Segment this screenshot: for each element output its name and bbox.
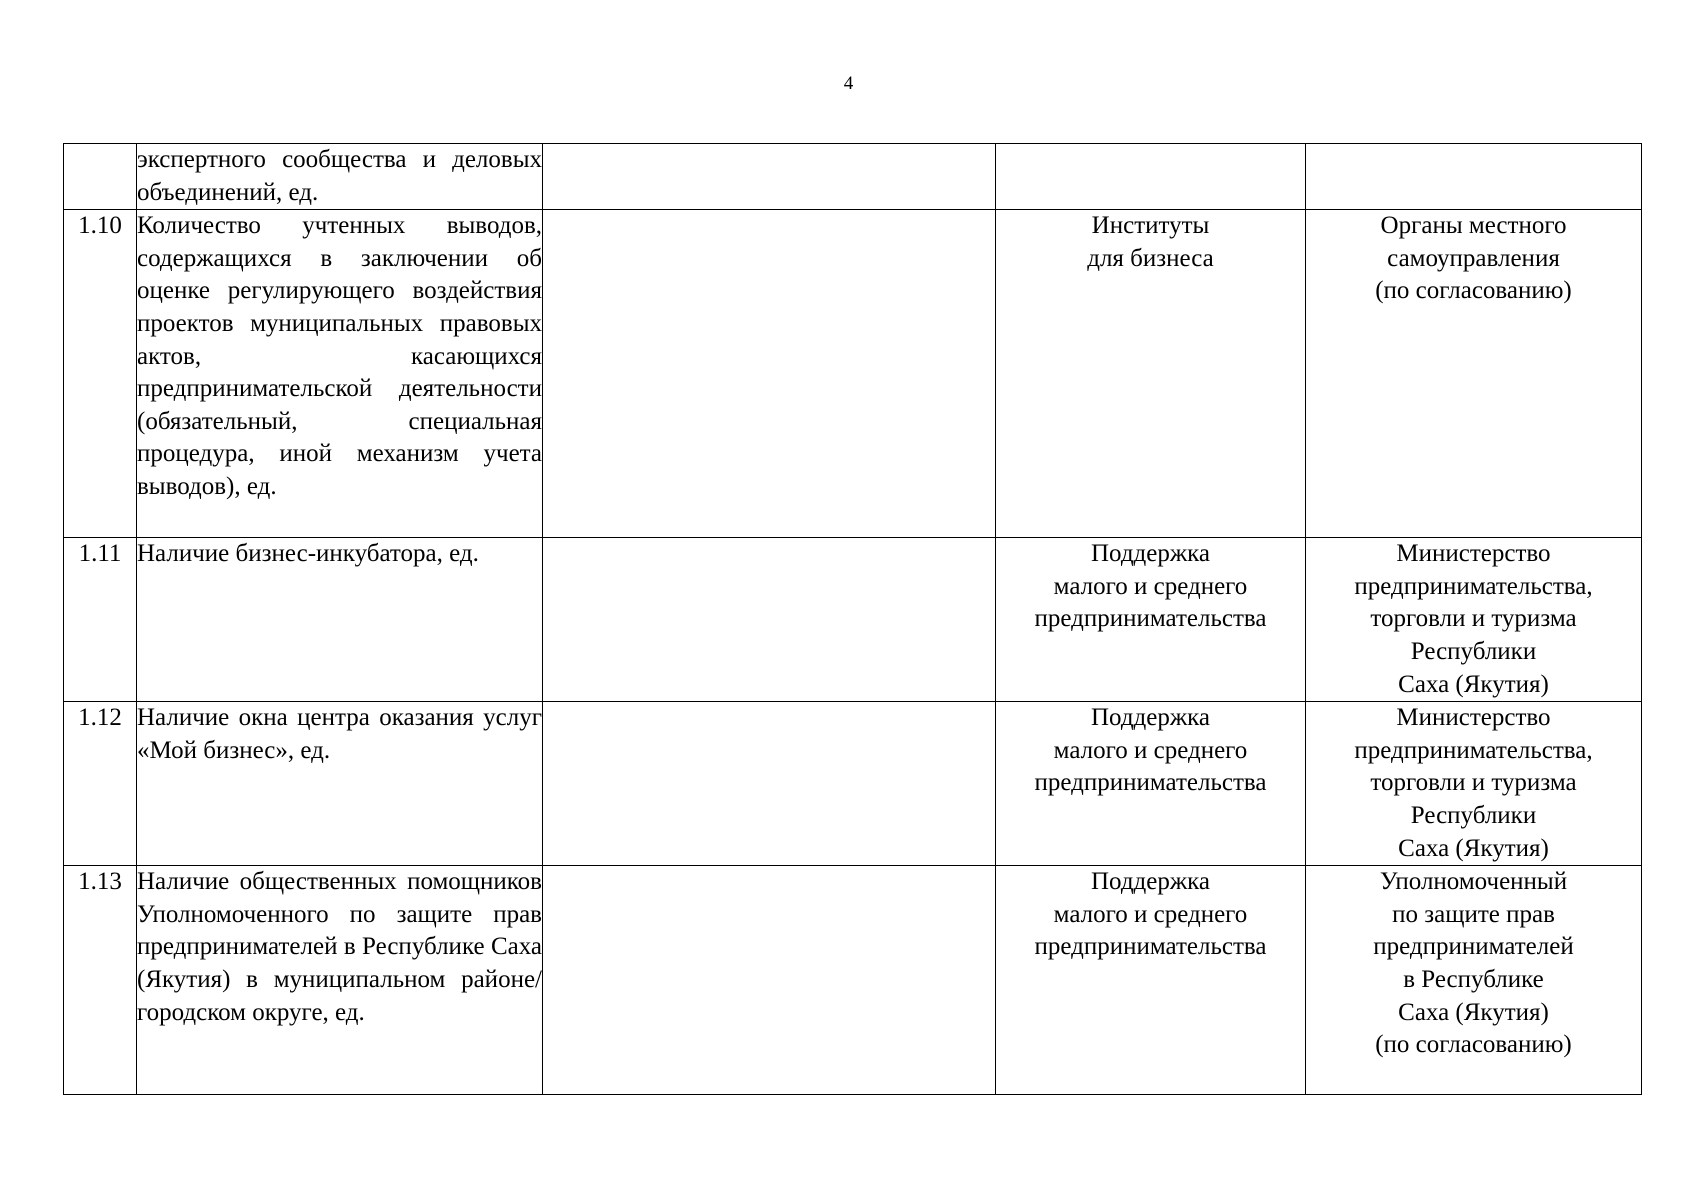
indicator-name-cell: Наличие окна центра оказания услуг «Мой бизнес», ед. [137,702,543,866]
row-number-cell: 1.12 [64,702,137,866]
responsible-line: предпринимательства, [1354,736,1593,764]
project-line: предпринимательства [1034,933,1267,961]
responsible-line: Уполномоченный [1379,868,1568,896]
project-cell [996,144,1306,210]
responsible-line: Саха (Якутия) [1398,834,1549,862]
project-line: Поддержка [1090,704,1210,732]
responsible-line: (по согласованию) [1375,1031,1572,1059]
responsible-cell [1306,144,1642,210]
project-line: предпринимательства [1034,769,1267,797]
project-cell [996,702,1306,866]
indicator-name-cell: экспертного сообщества и деловых объединений, ед. [137,144,543,210]
indicator-name-cell: Наличие общественных помощников Уполномоченного по защите прав предпринимателей в Республике Саха (Якутия) в муниципальном районе/ городском округе, ед. [137,866,543,1095]
responsible-line: Республики [1410,801,1537,829]
row-number-cell: 1.13 [64,866,137,1095]
project-cell [996,866,1306,1095]
indicator-name-cell: Количество учтенных выводов, содержащихся в заключении об оценке регулирующего воздействия проектов муниципальных правовых актов, касающихся предпринимательской деятельности (обязательный, специальная процедура, иной механизм учета выводов), ед. [137,210,543,538]
empty-cell [543,144,996,210]
project-line: Институты [1091,212,1210,240]
responsible-line: торговли и туризма [1370,605,1577,633]
table-row [64,144,1642,210]
responsible-cell [1306,538,1642,702]
empty-cell [543,866,996,1095]
empty-cell [543,538,996,702]
responsible-line: торговли и туризма [1370,769,1577,797]
project-line: малого и среднего [1053,900,1248,928]
project-line: Поддержка [1090,868,1210,896]
project-cell [996,210,1306,538]
row-number-cell [64,144,137,210]
responsible-cell [1306,210,1642,538]
table-row [64,866,1642,1095]
responsible-line: Республики [1410,637,1537,665]
indicator-name-cell: Наличие бизнес-инкубатора, ед. [137,538,543,702]
responsible-line: предпринимательства, [1354,572,1593,600]
project-line: предпринимательства [1034,605,1267,633]
table-row [64,538,1642,702]
empty-cell [543,210,996,538]
responsible-line: Министерство [1396,540,1551,568]
page-number: 4 [843,73,854,94]
project-cell [996,538,1306,702]
project-line: малого и среднего [1053,736,1248,764]
responsible-cell [1306,866,1642,1095]
responsible-line: Саха (Якутия) [1398,998,1549,1026]
table-body [64,144,1642,1095]
empty-cell [543,702,996,866]
indicators-table [63,143,1642,1095]
responsible-line: Органы местного [1380,212,1567,240]
project-line: для бизнеса [1087,244,1214,272]
responsible-line: в Республике [1403,965,1544,993]
table-row [64,210,1642,538]
responsible-line: (по согласованию) [1375,277,1572,305]
table-row [64,702,1642,866]
row-number-cell: 1.11 [64,538,137,702]
responsible-line: Саха (Якутия) [1398,670,1549,698]
project-line: Поддержка [1090,540,1210,568]
row-number-cell: 1.10 [64,210,137,538]
responsible-cell [1306,702,1642,866]
responsible-line: самоуправления [1387,244,1560,272]
project-line: малого и среднего [1053,572,1248,600]
responsible-line: предпринимателей [1373,933,1574,961]
responsible-line: по защите прав [1392,900,1555,928]
responsible-line: Министерство [1396,704,1551,732]
